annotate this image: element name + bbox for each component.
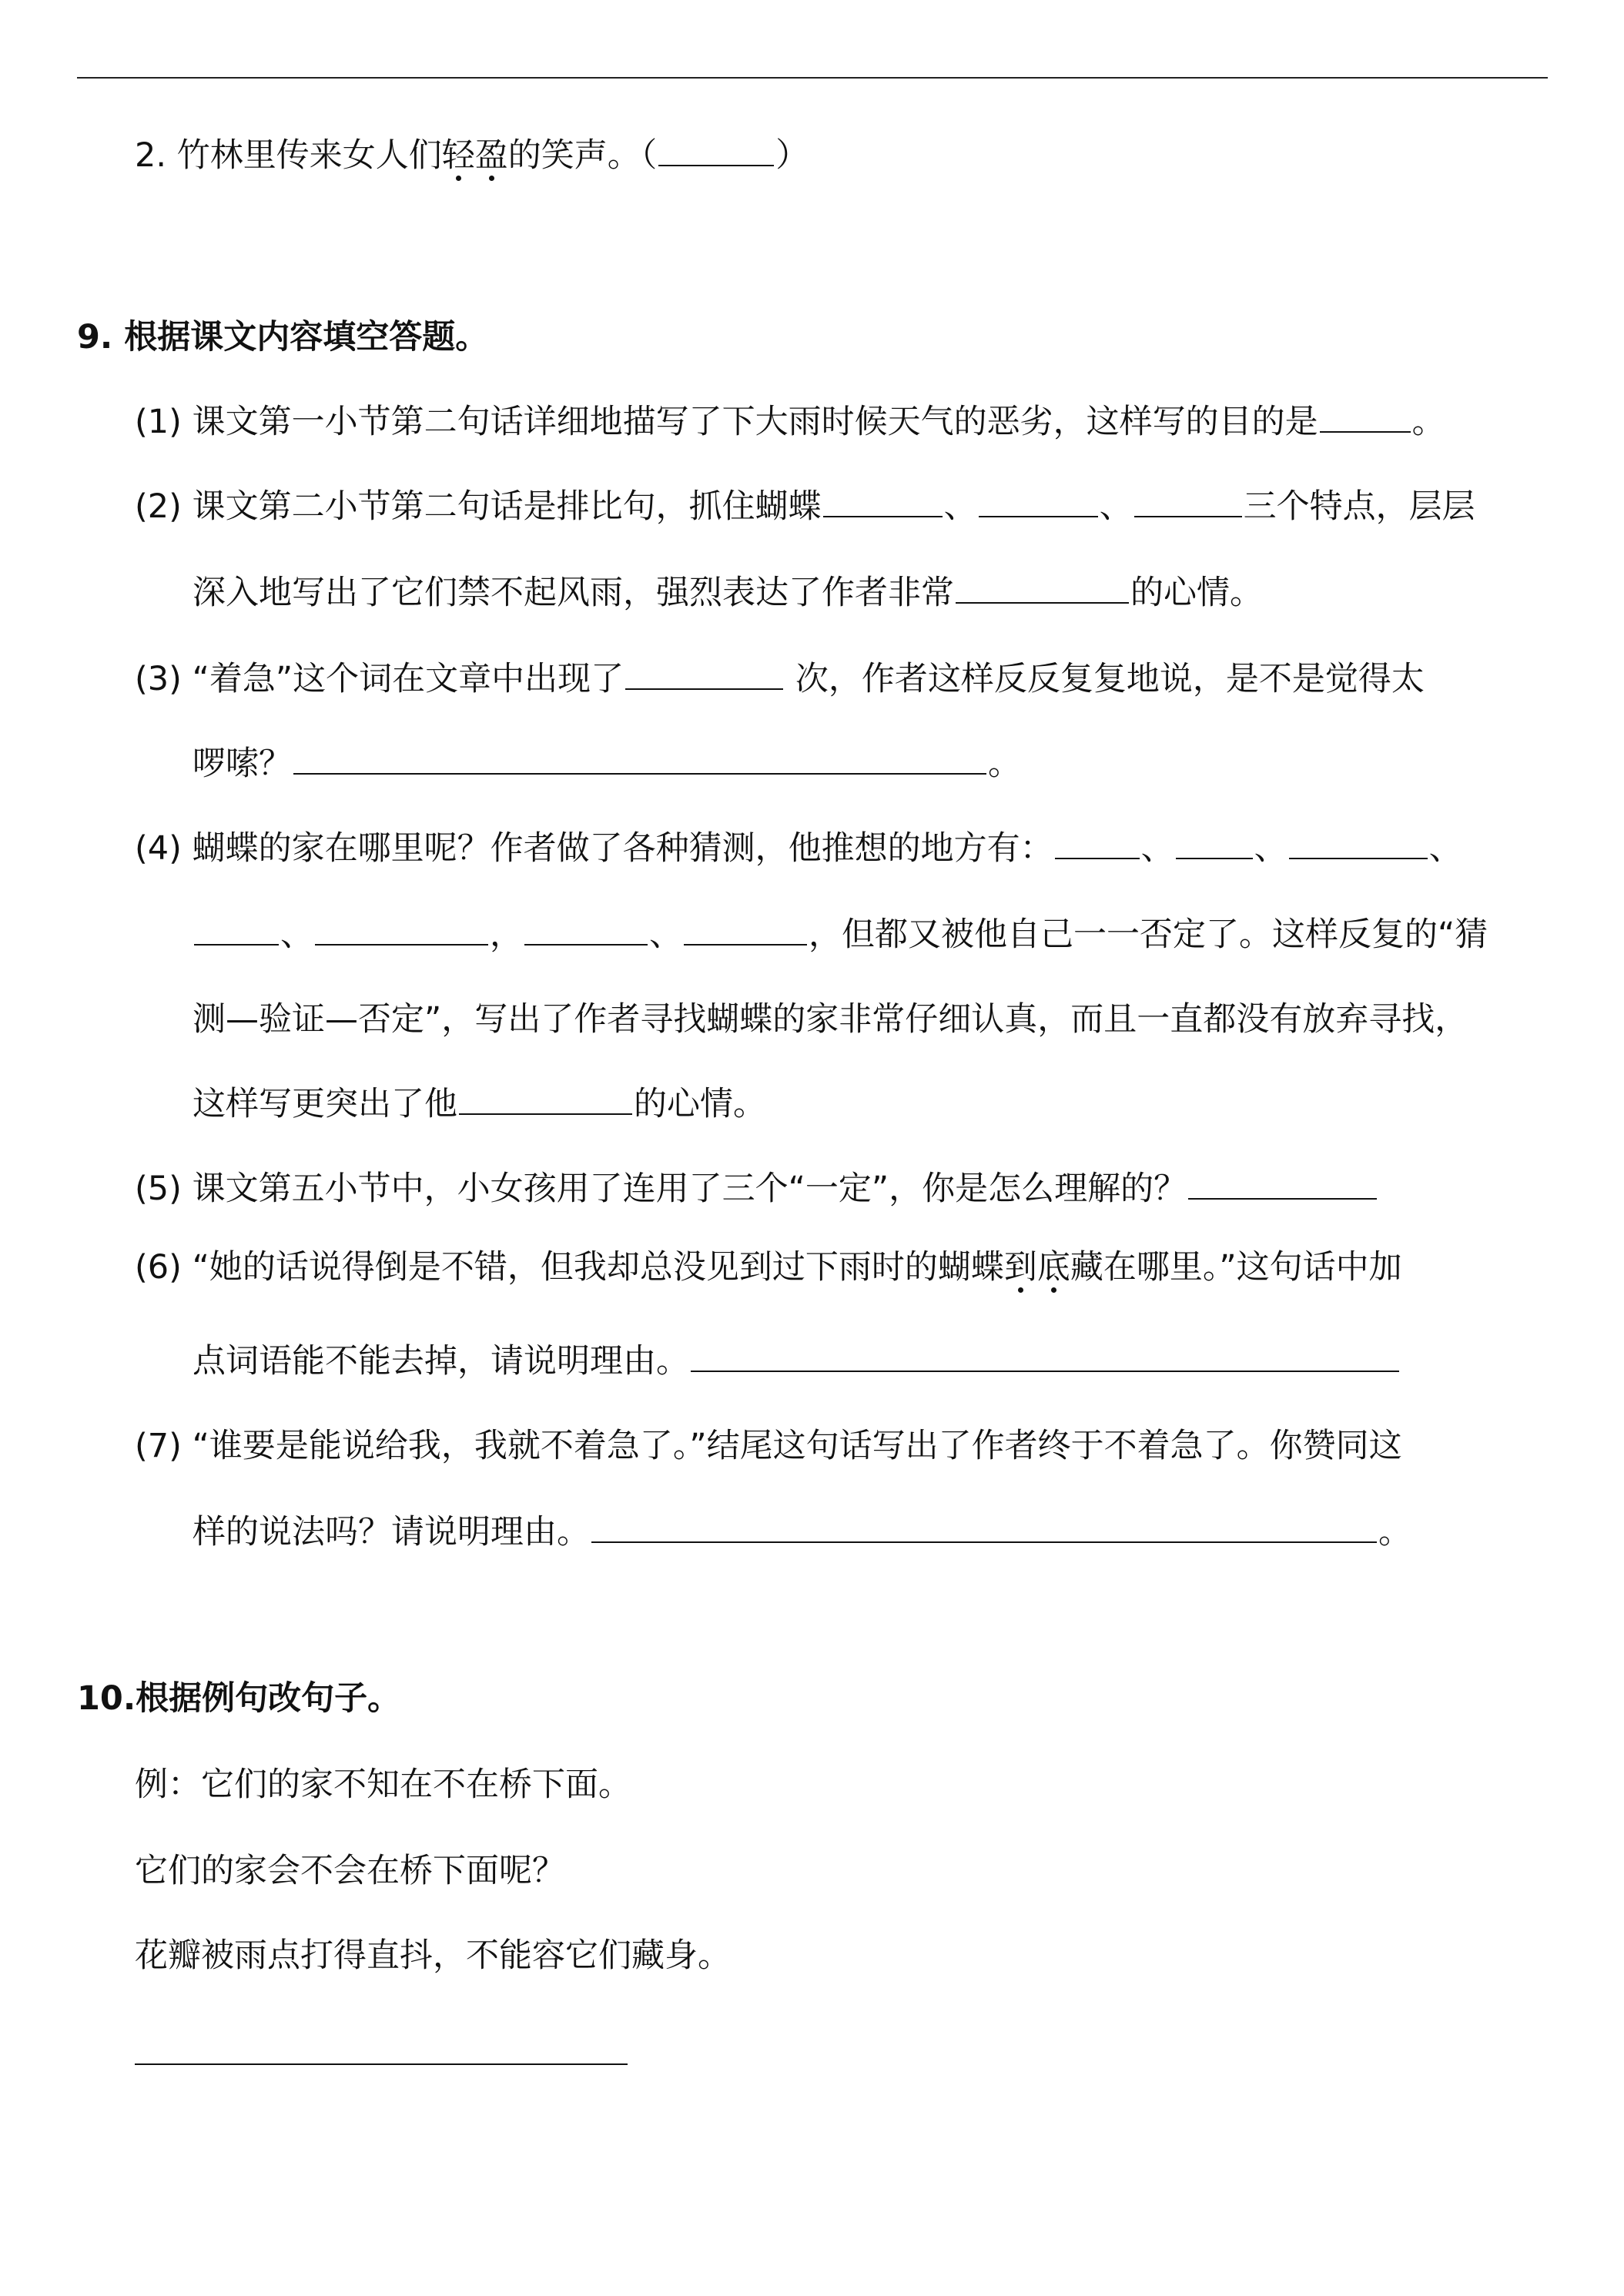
part-number: (2) — [135, 487, 182, 526]
part-text: 三个特点，层层 — [1243, 487, 1475, 526]
part-text: 。 — [1378, 1513, 1411, 1551]
part-text: 、 — [1428, 829, 1462, 868]
part-text: 次，作者这样反反复复地说，是不是觉得太 — [785, 660, 1425, 698]
answer-blank[interactable] — [1055, 857, 1140, 859]
answer-blank[interactable] — [823, 515, 943, 517]
answer-blank[interactable] — [1176, 857, 1253, 859]
part-text: 。 — [988, 745, 1021, 783]
answer-blank[interactable] — [459, 1113, 632, 1115]
part-text: 、 — [1140, 829, 1174, 868]
answer-blank[interactable] — [1320, 430, 1411, 433]
q9-part-6-line-2 — [193, 1338, 1401, 1384]
part-text: 、 — [943, 487, 977, 526]
part-text: 、 — [1099, 487, 1133, 526]
q9-part-4-line-2 — [193, 912, 1488, 958]
dotted-char: 轻 — [441, 136, 475, 175]
part-text: 、 — [649, 915, 682, 954]
part-text: ， — [490, 915, 523, 954]
q9-part-5 — [135, 1166, 1378, 1212]
answer-blank[interactable] — [524, 943, 648, 946]
answer-blank[interactable] — [591, 1541, 1377, 1543]
top-rule — [77, 77, 1548, 79]
part-text: 蝴蝶的家在哪里呢？作者做了各种猜测，他推想的地方有： — [192, 829, 1053, 868]
part-number: (1) — [135, 403, 182, 441]
part-number: (3) — [135, 660, 182, 698]
answer-blank[interactable] — [956, 601, 1129, 604]
part-text: 啰嗦？ — [193, 745, 292, 783]
q10-sentence: 花瓣被雨点打得直抖，不能容它们藏身。 — [135, 1936, 731, 1975]
part-text: 这样写更突出了他 — [193, 1085, 457, 1123]
answer-blank[interactable] — [293, 772, 986, 775]
part-text: 样的说法吗？请说明理由。 — [193, 1513, 590, 1551]
q9-part-3 — [135, 656, 1425, 702]
q10-example: 例：它们的家不知在不在桥下面。 — [135, 1766, 631, 1804]
answer-blank[interactable] — [658, 164, 774, 166]
part-text: ，但都又被他自己一一否定了。这样反复的“猜 — [809, 915, 1488, 954]
item-number: 2. — [135, 136, 167, 175]
part-text: 课文第一小节第二句话详细地描写了下大雨时候天气的恶劣，这样写的目的是 — [192, 403, 1318, 441]
part-text: 。 — [1411, 403, 1445, 441]
item-text: 的笑声。（ — [507, 136, 658, 175]
part-text: 藏在哪里。”这句话中加 — [1070, 1248, 1402, 1287]
part-text: 的心情。 — [634, 1085, 766, 1123]
q9-part-2 — [135, 484, 1475, 530]
item-text: ） — [775, 136, 809, 175]
answer-blank[interactable] — [979, 515, 1098, 517]
part-text: 课文第五小节中，小女孩用了连用了三个“一定”，你是怎么理解的？ — [192, 1170, 1187, 1208]
q9-part-7 — [135, 1423, 1402, 1469]
item-text: 竹林里传来女人们 — [176, 136, 442, 175]
answer-blank[interactable] — [1289, 857, 1428, 859]
part-text: 的心情。 — [1130, 574, 1263, 612]
answer-blank[interactable] — [691, 1370, 1399, 1372]
q9-part-2-line-2 — [193, 570, 1263, 616]
answer-blank[interactable] — [1134, 515, 1242, 517]
q9-part-4-line-4 — [193, 1081, 766, 1127]
q9-part-4 — [135, 825, 1462, 872]
part-text: 、 — [1254, 829, 1287, 868]
part-text: 、 — [280, 915, 313, 954]
answer-blank[interactable] — [315, 943, 488, 946]
answer-blank[interactable] — [625, 688, 783, 690]
answer-blank[interactable] — [194, 943, 279, 946]
part-text: “她的话说得倒是不错，但我却总没见到过下雨时的蝴蝶 — [192, 1248, 1004, 1287]
answer-blank[interactable] — [684, 943, 807, 946]
q9-part-6 — [135, 1244, 1402, 1290]
q9-part-3-line-2 — [193, 741, 1021, 787]
part-text: 点词语能不能去掉，请说明理由。 — [193, 1342, 689, 1381]
part-text: “谁要是能说给我，我就不着急了。”结尾这句话写出了作者终于不着急了。你赞同这 — [192, 1427, 1402, 1465]
q9-part-4-line-3: 测—验证—否定”，写出了作者寻找蝴蝶的家非常仔细认真，而且一直都没有放弃寻找， — [193, 1000, 1468, 1039]
part-number: (5) — [135, 1170, 182, 1208]
q9-part-7-line-2 — [193, 1509, 1411, 1555]
part-number: (6) — [135, 1248, 182, 1287]
part-text: “着急”这个词在文章中出现了 — [192, 660, 624, 698]
dotted-char: 到 — [1003, 1248, 1037, 1287]
q10-example-answer: 它们的家会不会在桥下面呢？ — [135, 1852, 565, 1890]
part-text: 深入地写出了它们禁不起风雨，强烈表达了作者非常 — [193, 574, 954, 612]
part-text: 课文第二小节第二句话是排比句，抓住蝴蝶 — [192, 487, 822, 526]
part-number: (7) — [135, 1427, 182, 1465]
dotted-char: 底 — [1036, 1248, 1070, 1287]
answer-blank[interactable] — [1188, 1197, 1377, 1200]
q9-part-1 — [135, 399, 1445, 445]
dotted-char: 盈 — [474, 136, 508, 175]
question-9-heading: 9. 根据课文内容填空答题。 — [77, 318, 489, 356]
question-10-heading: 10.根据例句改句子。 — [77, 1679, 401, 1718]
part-number: (4) — [135, 829, 182, 868]
q8-item-2 — [135, 132, 809, 179]
q10-answer-line[interactable] — [135, 2063, 628, 2065]
